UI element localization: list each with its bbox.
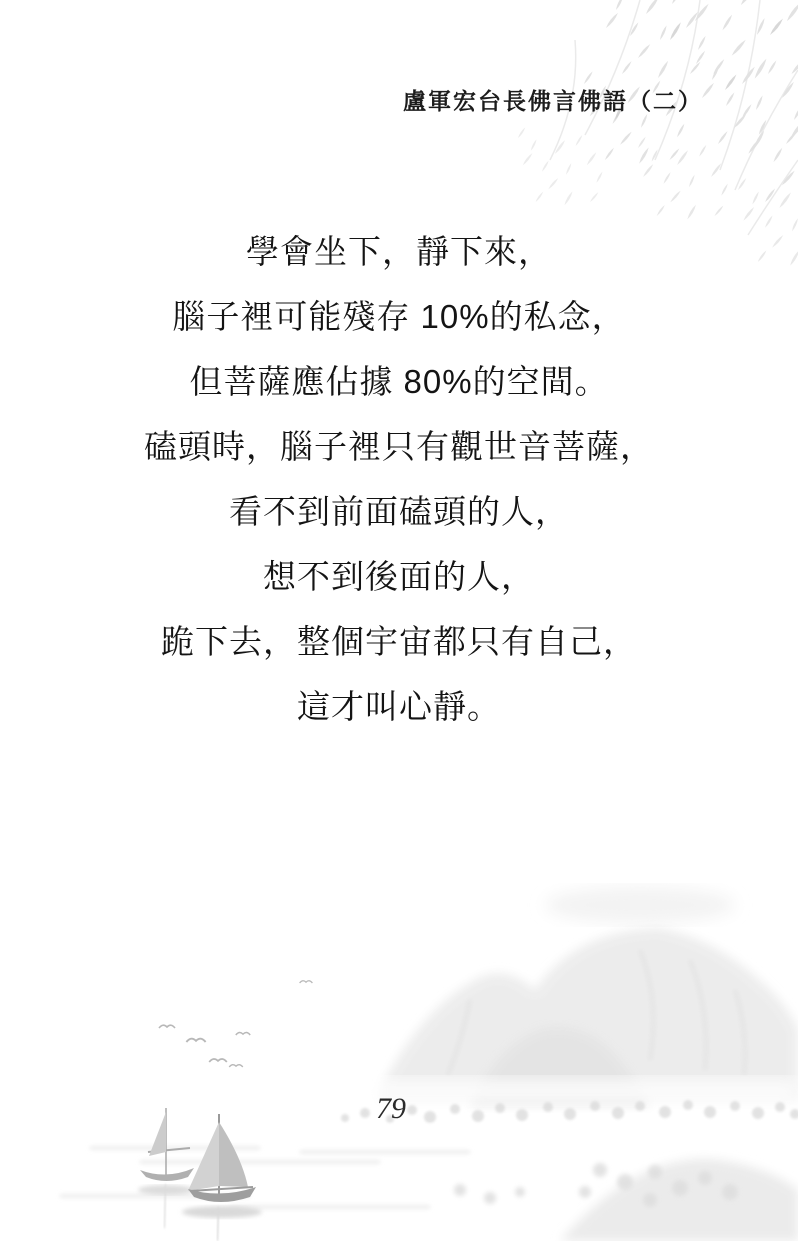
verse-line: 跪下去，整個宇宙都只有自己， bbox=[161, 623, 637, 660]
verse-line: 這才叫心靜。 bbox=[297, 688, 501, 725]
verse-line: 學會坐下，靜下來， bbox=[246, 233, 552, 270]
verse-line: 想不到後面的人， bbox=[263, 558, 535, 595]
flying-birds bbox=[159, 981, 312, 1067]
verse-text bbox=[0, 219, 798, 739]
page-number: 79 bbox=[376, 1092, 406, 1125]
verse-line: 但菩薩應佔據 80%的空間。 bbox=[189, 363, 609, 400]
large-sailboat bbox=[180, 1114, 272, 1241]
verse-line: 腦子裡可能殘存 10%的私念， bbox=[172, 298, 626, 335]
verse-line: 磕頭時，腦子裡只有觀世音菩薩， bbox=[144, 428, 654, 465]
mist-texture bbox=[545, 887, 735, 923]
verse-line: 看不到前面磕頭的人， bbox=[229, 493, 569, 530]
book-title-header: 盧軍宏台長佛言佛語（二） bbox=[403, 89, 703, 114]
